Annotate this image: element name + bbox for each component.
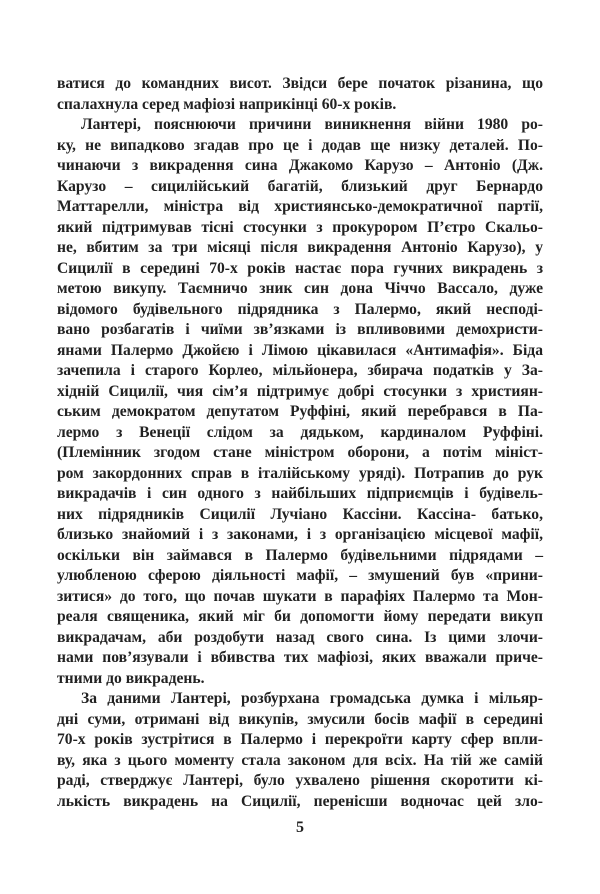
text-line: відомого будівельного підрядника з Палермо, який несподі- xyxy=(57,300,543,318)
text-line: метою викупу. Таємничо зник син дона Чіччо Вассало, дуже xyxy=(57,280,543,297)
text-line: який підтримував тісні стосунки з прокурором П’єтро Скальо- xyxy=(57,218,543,236)
text-line: тними до викрадень. xyxy=(57,669,205,687)
text-line: За даними Лантері, розбурхана громадська думка і мільяр- xyxy=(81,690,543,707)
text-line: раді, стверджує Лантері, було ухвалено рішення скоротити кі- xyxy=(57,772,543,789)
text-line: реаля священика, який міг би допомогти йому передати викуп xyxy=(57,608,543,625)
text-line: близько знайомий і з законами, і з організацією місцевої мафії, xyxy=(57,526,543,543)
text-line: улюбленою сферою діяльності мафії, – змушений був «прини- xyxy=(57,567,543,584)
text-line: янами Палермо Джойєю і Лімою цікавилася «Антимафія». Біда xyxy=(57,341,543,359)
text-line: ку, не випадково згадав про це і додав ще низку деталей. По- xyxy=(57,136,543,154)
text-line: не, вбитим за три місяці після викрадення Антоніо Карузо), у xyxy=(57,239,543,256)
text-line: нами пов’язували і вбивства тих мафіозі, яких вважали приче- xyxy=(57,649,543,666)
text-line: ву, яка з цього моменту стала законом для всіх. На тій же самій xyxy=(57,751,543,769)
text-line: викрадачам, аби роздобути назад свого сина. Із цими злочи- xyxy=(57,628,543,646)
text-line: лермо з Венеції слідом за дядьком, кардиналом Руффіні. xyxy=(57,423,543,441)
text-line: вано розбагатів і чиїми зв’язками із впливовими демохристи- xyxy=(57,321,543,338)
text-line: Карузо – сицилійський багатій, близький друг Бернардо xyxy=(57,177,543,195)
text-line: чинаючи з викрадення сина Джакомо Карузо – Антоніо (Дж. xyxy=(57,157,543,174)
body-text xyxy=(57,74,543,812)
text-line: 70-х років зустрітися в Палермо і перекроїти карту сфер впли- xyxy=(57,731,543,748)
text-line: лькість викрадень на Сицилії, перенісши водночас цей зло- xyxy=(57,792,543,810)
text-line: викрадачів і син одного з найбільших підприємців і будівель- xyxy=(57,485,543,502)
text-line: Маттарелли, міністра від християнсько-демократичної партії, xyxy=(57,198,543,215)
text-line: спалахнула серед мафіозі наприкінці 60-х років. xyxy=(57,95,397,113)
text-line: зачепила і старого Корлео, мільйонера, збирача податків у За- xyxy=(57,362,543,379)
text-line: ром закордонних справ в італійському уряді). Потрапив до рук xyxy=(57,464,543,482)
text-line: ватися до командних висот. Звідси бере початок різанина, що xyxy=(57,75,543,92)
text-line: хідній Сицилії, чия сім’я підтримує добрі стосунки з християн- xyxy=(57,382,543,400)
text-line: них підрядників Сицилії Лучіано Кассіни. Кассіна- батько, xyxy=(57,505,543,523)
text-line: дні суми, отримані від викупів, змусили босів мафії в середині xyxy=(57,710,543,728)
text-line: (Племінник згодом стане міністром оборони, а потім мініст- xyxy=(57,444,543,461)
text-line: Лантері, пояснюючи причини виникнення війни 1980 ро- xyxy=(81,116,543,133)
text-line: зитися» до того, що почав шукати в парафіях Палермо та Мон- xyxy=(57,587,543,605)
text-line: оскільки він займався в Палермо будівельними підрядами – xyxy=(57,546,543,564)
text-line: Сицилії в середині 70-х років настає пора гучних викрадень з xyxy=(57,259,543,277)
page-number: 5 xyxy=(296,819,304,836)
text-line: ським демократом депутатом Руффіні, який перебрався в Па- xyxy=(57,403,543,420)
